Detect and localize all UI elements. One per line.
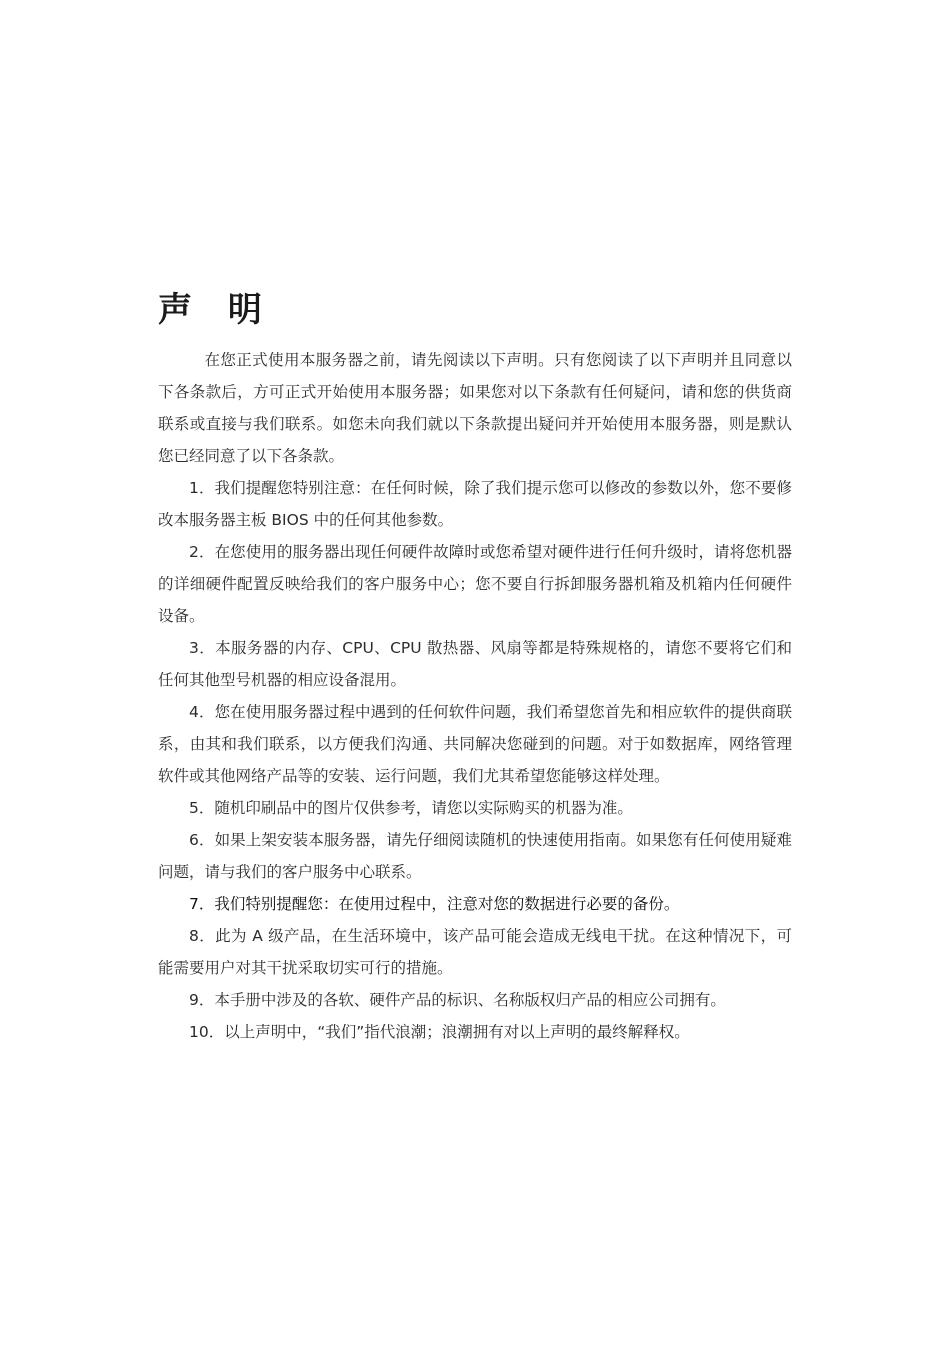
declaration-body xyxy=(158,344,792,1048)
declaration-item-2: 2．在您使用的服务器出现任何硬件故障时或您希望对硬件进行任何升级时，请将您机器的详细硬件配置反映给我们的客户服务中心；您不要自行拆卸服务器机箱及机箱内任何硬件设备。 xyxy=(158,543,792,625)
declaration-item-1: 1．我们提醒您特别注意：在任何时候，除了我们提示您可以修改的参数以外，您不要修改本服务器主板 BIOS 中的任何其他参数。 xyxy=(158,479,792,529)
declaration-item-6: 6．如果上架安装本服务器，请先仔细阅读随机的快速使用指南。如果您有任何使用疑难问题，请与我们的客户服务中心联系。 xyxy=(158,831,792,881)
declaration-item-9: 9．本手册中涉及的各软、硬件产品的标识、名称版权归产品的相应公司拥有。 xyxy=(189,991,726,1009)
declaration-item-5: 5．随机印刷品中的图片仅供参考，请您以实际购买的机器为准。 xyxy=(189,799,633,817)
declaration-item-4: 4．您在使用服务器过程中遇到的任何软件问题，我们希望您首先和相应软件的提供商联系，由其和我们联系，以方便我们沟通、共同解决您碰到的问题。对于如数据库，网络管理软件或其他网络产品等的安装、运行问题，我们尤其希望您能够这样处理。 xyxy=(158,703,792,785)
page-title: 声 明 xyxy=(158,290,274,330)
declaration-item-3: 3．本服务器的内存、CPU、CPU 散热器、风扇等都是特殊规格的，请您不要将它们和任何其他型号机器的相应设备混用。 xyxy=(158,639,792,689)
declaration-item-8: 8．此为 A 级产品，在生活环境中，该产品可能会造成无线电干扰。在这种情况下，可能需要用户对其干扰采取切实可行的措施。 xyxy=(158,927,792,977)
intro-paragraph: 在您正式使用本服务器之前，请先阅读以下声明。只有您阅读了以下声明并且同意以下各条款后，方可正式开始使用本服务器；如果您对以下条款有任何疑问，请和您的供货商联系或直接与我们联系。如您未向我们就以下条款提出疑问并开始使用本服务器，则是默认您已经同意了以下各条款。 xyxy=(158,351,792,465)
declaration-item-10: 10．以上声明中，“我们”指代浪潮；浪潮拥有对以上声明的最终解释权。 xyxy=(189,1023,690,1041)
declaration-item-7: 7．我们特别提醒您：在使用过程中，注意对您的数据进行必要的备份。 xyxy=(189,895,680,913)
